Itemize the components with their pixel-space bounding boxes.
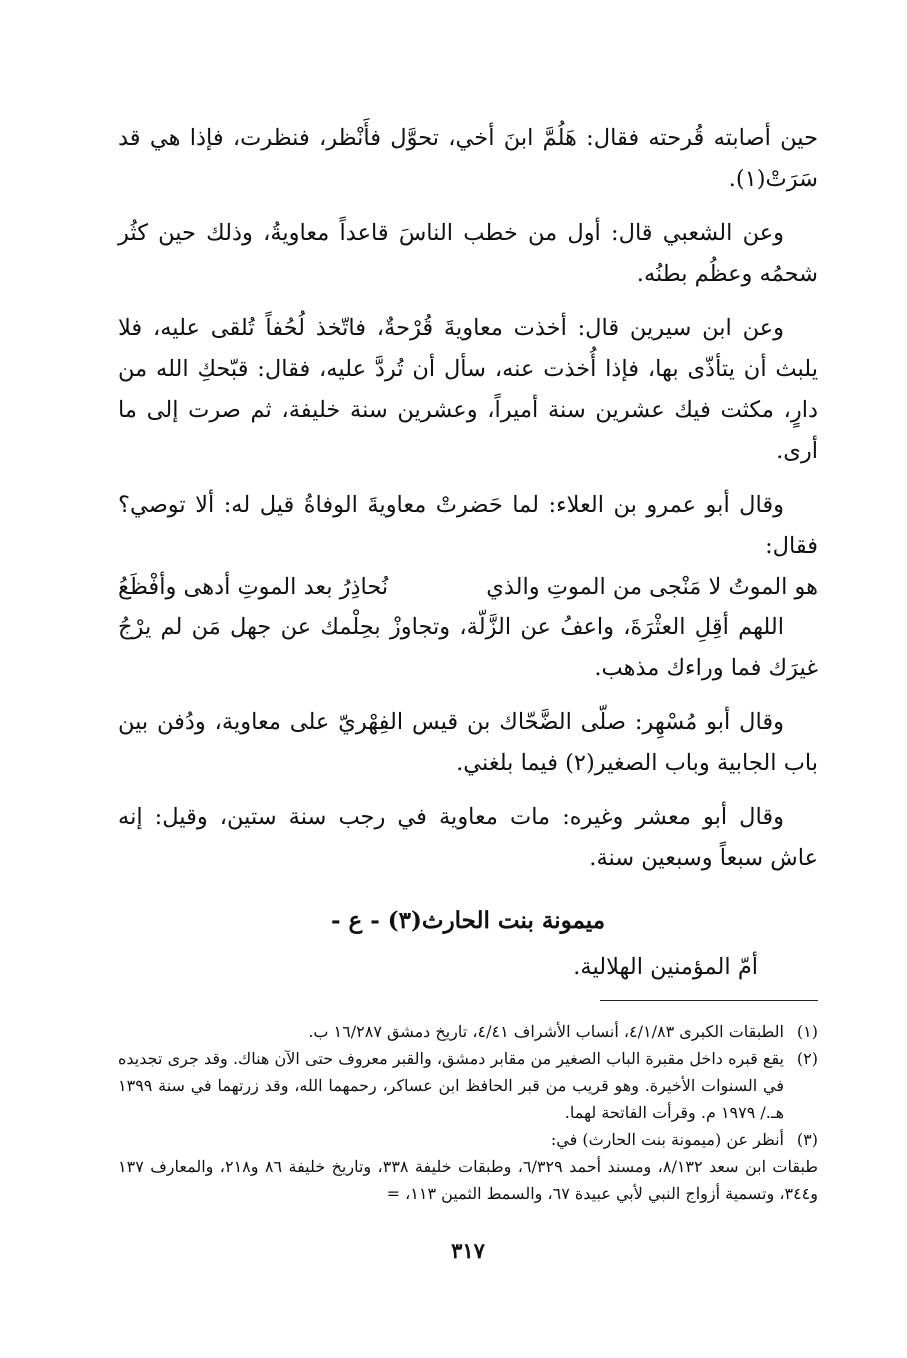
verse-second-hemistich: نُحاذِرُ بعد الموتِ أدهى وأفْظَعُ	[118, 574, 389, 600]
footnotes	[118, 1018, 818, 1207]
footnote-number: (٢)	[796, 1049, 818, 1068]
footnote-3	[118, 1126, 818, 1153]
footnote-1	[118, 1018, 818, 1045]
footnote-2	[118, 1045, 818, 1126]
section-subtitle: أمّ المؤمنين الهلالية.	[573, 954, 758, 980]
paragraph-2: وعن الشعبي قال: أول من خطب الناسَ قاعداً معاويةُ، وذلك حين كثُر شحمُه وعظُم بطنُه.	[118, 220, 818, 287]
footnote-3-continuation: طبقات ابن سعد ٨/١٣٢، ومسند أحمد ٦/٣٢٩، وطبقات خليفة ٣٣٨، وتاريخ خليفة ٨٦ و٢١٨، والمعارف ١٣٧ و٣٤٤، وتسمية أزواج النبي لأبي عبيدة ٦٧، والسمط الثمين ١١٣، =	[118, 1157, 819, 1203]
paragraph-3: وعن ابن سيرين قال: أخذت معاويةَ قُرْحةٌ، فاتّخذ لُحُفاً تُلقى عليه، فلا يلبث أن يتأذّى بها، فإذا أُخذت عنه، سأل أن تُردَّ عليه، فقال: قبّحكِ الله من دارٍ، مكثت فيك عشرين سنة أميراً، وعشرين سنة خليفة، ثم صرت إلى ما أرى.	[118, 315, 818, 464]
footnote-text: الطبقات الكبرى ٤/١/٨٣، أنساب الأشراف ٤/٤١، تاريخ دمشق ١٦/٢٨٧ ب.	[308, 1022, 784, 1041]
paragraph-5: اللهم أقِلِ العثْرَةَ، واعفُ عن الزَّلّة، وتجاوزْ بحِلْمك عن جهل مَن لم يرْجُ غيرَك فما وراءك مذهب.	[118, 614, 818, 681]
footnote-text: أنظر عن (ميمونة بنت الحارث) في:	[550, 1130, 784, 1149]
section-heading: ميمونة بنت الحارث(٣) - ع -	[330, 907, 606, 934]
paragraph-6: وقال أبو مُسْهِر: صلّى الضَّحّاك بن قيس الفِهْريّ على معاوية، ودُفن بين باب الجابية وباب الصغير(٢) فيما بلغني.	[118, 709, 818, 776]
page-number: ٣١٧	[451, 1238, 485, 1263]
book-page	[118, 118, 819, 1263]
verse-first-hemistich: هو الموتُ لا مَنْجى من الموتِ والذي	[486, 574, 818, 600]
footnote-divider	[600, 1000, 818, 1001]
footnote-text: يقع قبره داخل مقبرة الباب الصغير من مقابر دمشق، والقبر معروف حتى الآن هناك. وقد جرى تجديده في السنوات الأخيرة. وهو قريب من قبر الحافظ ابن عساكر، رحمهما الله، وقد زرتهما في سنة ١٣٩٩ هـ./ ١٩٧٩ م. وقرأت الفاتحة لهما.	[118, 1049, 784, 1122]
paragraph-4: وقال أبو عمرو بن العلاء: لما حَضرتْ معاويةَ الوفاةُ قيل له: ألا توصي؟ فقال:	[118, 492, 818, 559]
footnote-number: (٣)	[796, 1130, 818, 1149]
paragraph-7: وقال أبو معشر وغيره: مات معاوية في رجب سنة ستين، وقيل: إنه عاش سبعاً وسبعين سنة.	[118, 804, 818, 871]
footnote-number: (١)	[796, 1022, 818, 1041]
paragraph-1: حين أصابته قُرحته فقال: هَلُمَّ ابنَ أخي، تحوَّل فأَنْظر، فنظرت، فإذا هي قد سَرَتْ(١).	[118, 125, 818, 192]
poetry-verse	[118, 567, 818, 607]
